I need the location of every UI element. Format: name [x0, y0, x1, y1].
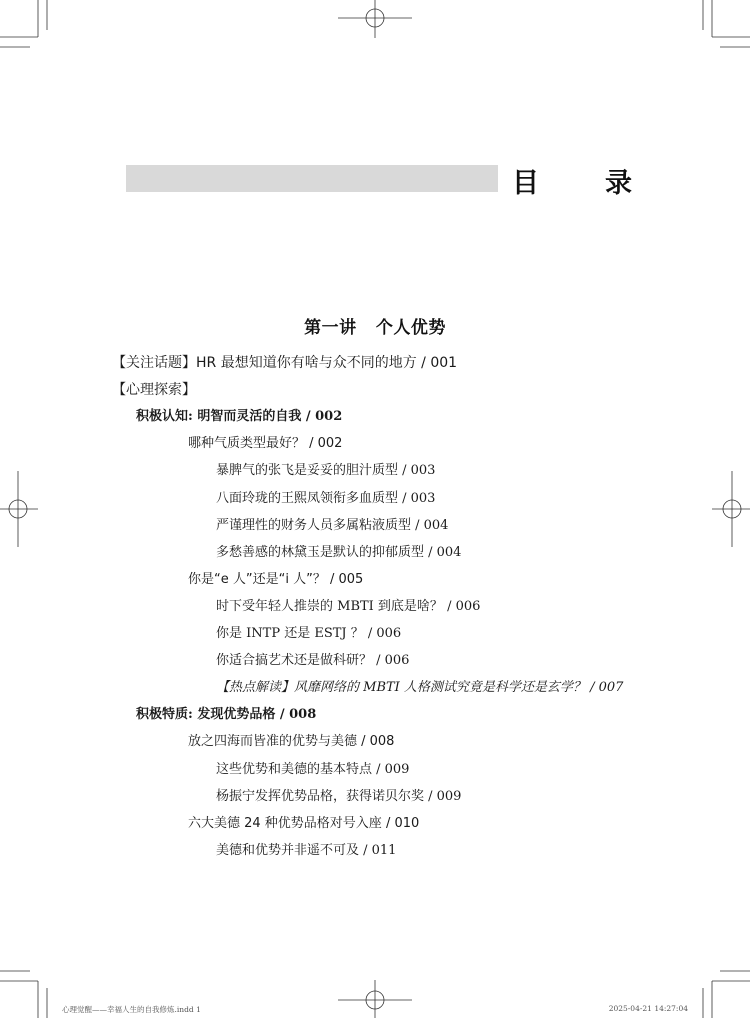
lecture-title: 第一讲 个人优势: [304, 318, 446, 338]
header-gray-bar: [126, 165, 498, 192]
crop-mark-bottom-left: [0, 971, 47, 1018]
toc-entry: 放之四海而皆准的优势与美德 / 008: [188, 734, 395, 750]
toc-entry: 你是 INTP 还是 ESTJ ？ / 006: [216, 626, 402, 641]
toc-entry: 时下受年轻人推崇的 MBTI 到底是啥？ / 006: [216, 598, 481, 614]
toc-entry: 积极特质: 发现优势品格 / 008: [136, 707, 317, 723]
registration-mark-left: [0, 471, 38, 547]
toc-entry: 【热点解读】风靡网络的 MBTI 人格测试究竟是科学还是玄学？ / 007: [216, 680, 624, 696]
toc-heading-char-2: 录: [605, 167, 632, 199]
footer-file-name: 心理觉醒——幸福人生的自我修炼.indd 1: [62, 1005, 201, 1014]
footer-timestamp: 2025-04-21 14:27:04: [608, 1004, 688, 1013]
toc-entry: 美德和优势并非遥不可及 / 011: [216, 842, 397, 858]
crop-mark-top-right: [703, 0, 750, 47]
toc-entry: 你是“e 人”还是“i 人”？ / 005: [188, 571, 364, 587]
registration-mark-top: [338, 0, 412, 38]
toc-entry: 你适合搞艺术还是做科研？ / 006: [216, 653, 410, 669]
registration-mark-bottom: [338, 980, 412, 1018]
toc-entry: 严谨理性的财务人员多属粘液质型 / 004: [216, 517, 449, 533]
toc-entry: 积极认知: 明智而灵活的自我 / 002: [136, 409, 343, 425]
registration-mark-right: [712, 471, 750, 547]
toc-entry: 多愁善感的林黛玉是默认的抑郁质型 / 004: [216, 544, 462, 560]
toc-heading: [512, 160, 632, 200]
toc-entry: 这些优势和美德的基本特点 / 009: [216, 761, 410, 777]
toc-entry: 六大美德 24 种优势品格对号入座 / 010: [188, 815, 420, 831]
toc-entry: 【心理探索】: [112, 382, 196, 399]
crop-mark-top-left: [0, 0, 47, 47]
toc-entry: 暴脾气的张飞是妥妥的胆汁质型 / 003: [216, 463, 436, 479]
toc-entry: 八面玲珑的王熙凤领衔多血质型 / 003: [216, 490, 436, 506]
toc-entry: 杨振宁发挥优势品格，获得诺贝尔奖 / 009: [216, 788, 462, 804]
toc-heading-char-1: 目: [512, 167, 539, 199]
crop-mark-bottom-right: [703, 971, 750, 1018]
toc-entry: 【关注话题】HR 最想知道你有啥与众不同的地方 / 001: [112, 355, 458, 371]
toc-entry: 哪种气质类型最好？ / 002: [188, 436, 343, 452]
